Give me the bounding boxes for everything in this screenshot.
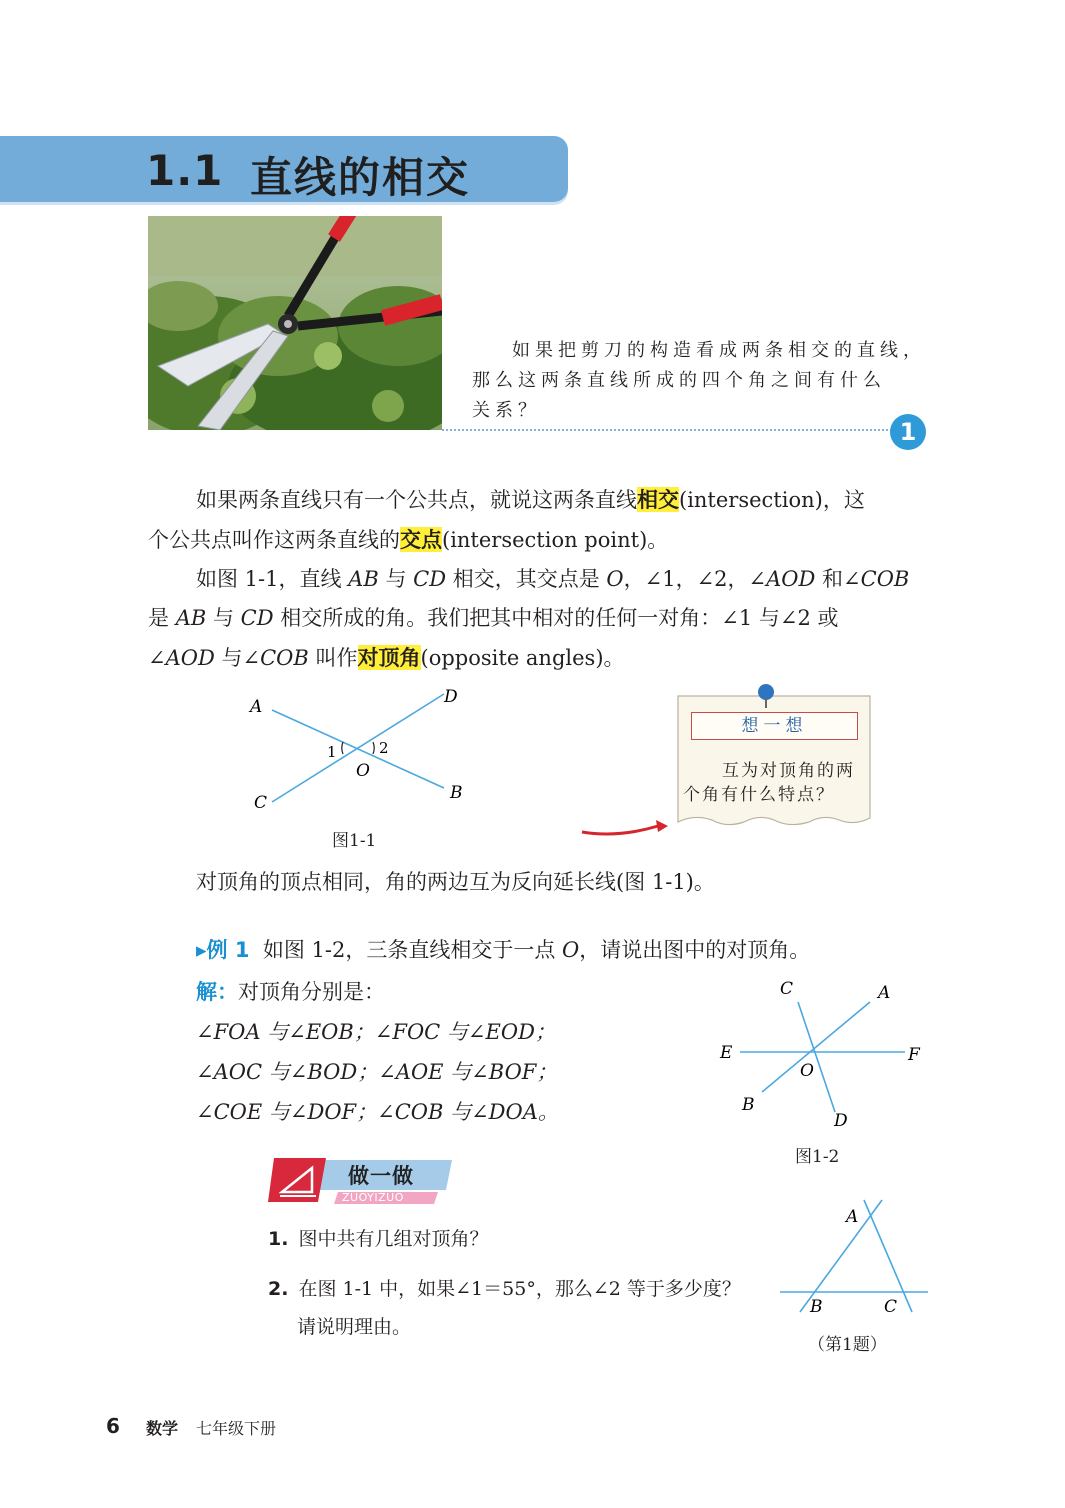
- example-1: ▸例 1 如图 1-2，三条直线相交于一点 O，请说出图中的对顶角。: [196, 938, 811, 962]
- term-intersect: 相交: [637, 487, 679, 512]
- solution-label: 解：: [196, 980, 238, 1004]
- fig2-label-D: D: [834, 1111, 848, 1131]
- exercise-2-line-2: 请说明理由。: [297, 1316, 412, 1338]
- intro-question-line-3: 关系？: [472, 400, 541, 421]
- label-O: O: [356, 761, 370, 781]
- red-arrow-icon: [578, 818, 670, 840]
- exercise-2: 2. 在图 1-1 中，如果∠1＝55°，那么∠2 等于多少度？: [268, 1278, 741, 1300]
- label-angle-2: 2: [379, 739, 389, 757]
- fig2-label-C: C: [780, 979, 794, 999]
- do-it-subtitle: ZUOYIZUO: [342, 1191, 404, 1204]
- intro-question-line-1: 如果把剪刀的构造看成两条相交的直线，: [512, 340, 926, 361]
- solution-line-3: ∠COE 与∠DOF；∠COB 与∠DOA。: [196, 1100, 559, 1124]
- shears-photo: [148, 216, 442, 430]
- example-label: ▸例 1: [196, 938, 250, 962]
- do-it-title: 做一做: [348, 1164, 414, 1188]
- intro-question-line-2: 那么这两条直线所成的四个角之间有什么: [472, 370, 886, 391]
- label-D: D: [444, 687, 458, 707]
- exercise-1-figure: [780, 1196, 930, 1320]
- section-title: 直线的相交: [250, 153, 471, 202]
- fig2-label-A: A: [878, 983, 891, 1003]
- term-intersection-point: 交点: [400, 527, 442, 552]
- exercise-1: 1. 图中共有几组对顶角？: [268, 1228, 489, 1250]
- section-number: 1.1: [146, 146, 224, 195]
- label-B: B: [450, 783, 463, 803]
- fig2-label-O: O: [800, 1061, 814, 1081]
- label-A: A: [250, 697, 263, 717]
- solution-line-1: ∠FOA 与∠EOB；∠FOC 与∠EOD；: [196, 1020, 556, 1044]
- ex-fig-label-B: B: [810, 1297, 823, 1317]
- label-C: C: [254, 793, 268, 813]
- pin-icon: [758, 684, 774, 700]
- solution-line-2: ∠AOC 与∠BOD；∠AOE 与∠BOF；: [196, 1060, 558, 1084]
- ex-fig-label-C: C: [884, 1297, 898, 1317]
- figure-1-1-caption: 图1-1: [332, 831, 377, 851]
- think-line-1: 互为对顶角的两: [722, 761, 855, 781]
- question-number-badge: 1: [890, 414, 926, 450]
- page-number: 6: [106, 1414, 120, 1438]
- exercise-1-figure-caption: （第1题）: [808, 1335, 887, 1355]
- definition-paragraph: 如果两条直线只有一个公共点，就说这两条直线相交(intersection)，这 个公共点叫作这两条直线的交点(intersection point)。 如图 1-1，直线 AB 与 CD 相交，其交点是 O，∠1，∠2，∠AOD 和∠COB 是 AB 与 CD 相交所成的角。我们把其中相对的任何一对角：∠1 与∠2 或 ∠AOD 与∠COB 叫作对顶角(opposite angles)。: [148, 487, 910, 670]
- fig2-label-B: B: [742, 1095, 755, 1115]
- think-line-2: 个角有什么特点？: [683, 785, 835, 805]
- footer-subject: 数学: [146, 1419, 179, 1438]
- figure-1-2-caption: 图1-2: [795, 1147, 840, 1167]
- fig2-label-E: E: [720, 1043, 733, 1063]
- fig2-label-F: F: [908, 1045, 920, 1065]
- term-opposite-angles: 对顶角: [357, 645, 421, 670]
- label-angle-1: 1: [327, 743, 337, 761]
- dotted-separator: [442, 429, 892, 431]
- figure-1-2: [710, 972, 940, 1137]
- ex-fig-label-A: A: [846, 1207, 859, 1227]
- conclusion-text: 对顶角的顶点相同，角的两边互为反向延长线(图 1-1)。: [196, 870, 715, 894]
- footer-book: 七年级下册: [196, 1419, 277, 1438]
- figure-1-1: [230, 680, 490, 820]
- solution: 解：对顶角分别是： ∠FOA 与∠EOB；∠FOC 与∠EOD； ∠AOC 与∠BOD；∠AOE 与∠BOF； ∠COE 与∠DOF；∠COB 与∠DOA。: [196, 972, 559, 1132]
- think-title: 想一想: [691, 712, 858, 740]
